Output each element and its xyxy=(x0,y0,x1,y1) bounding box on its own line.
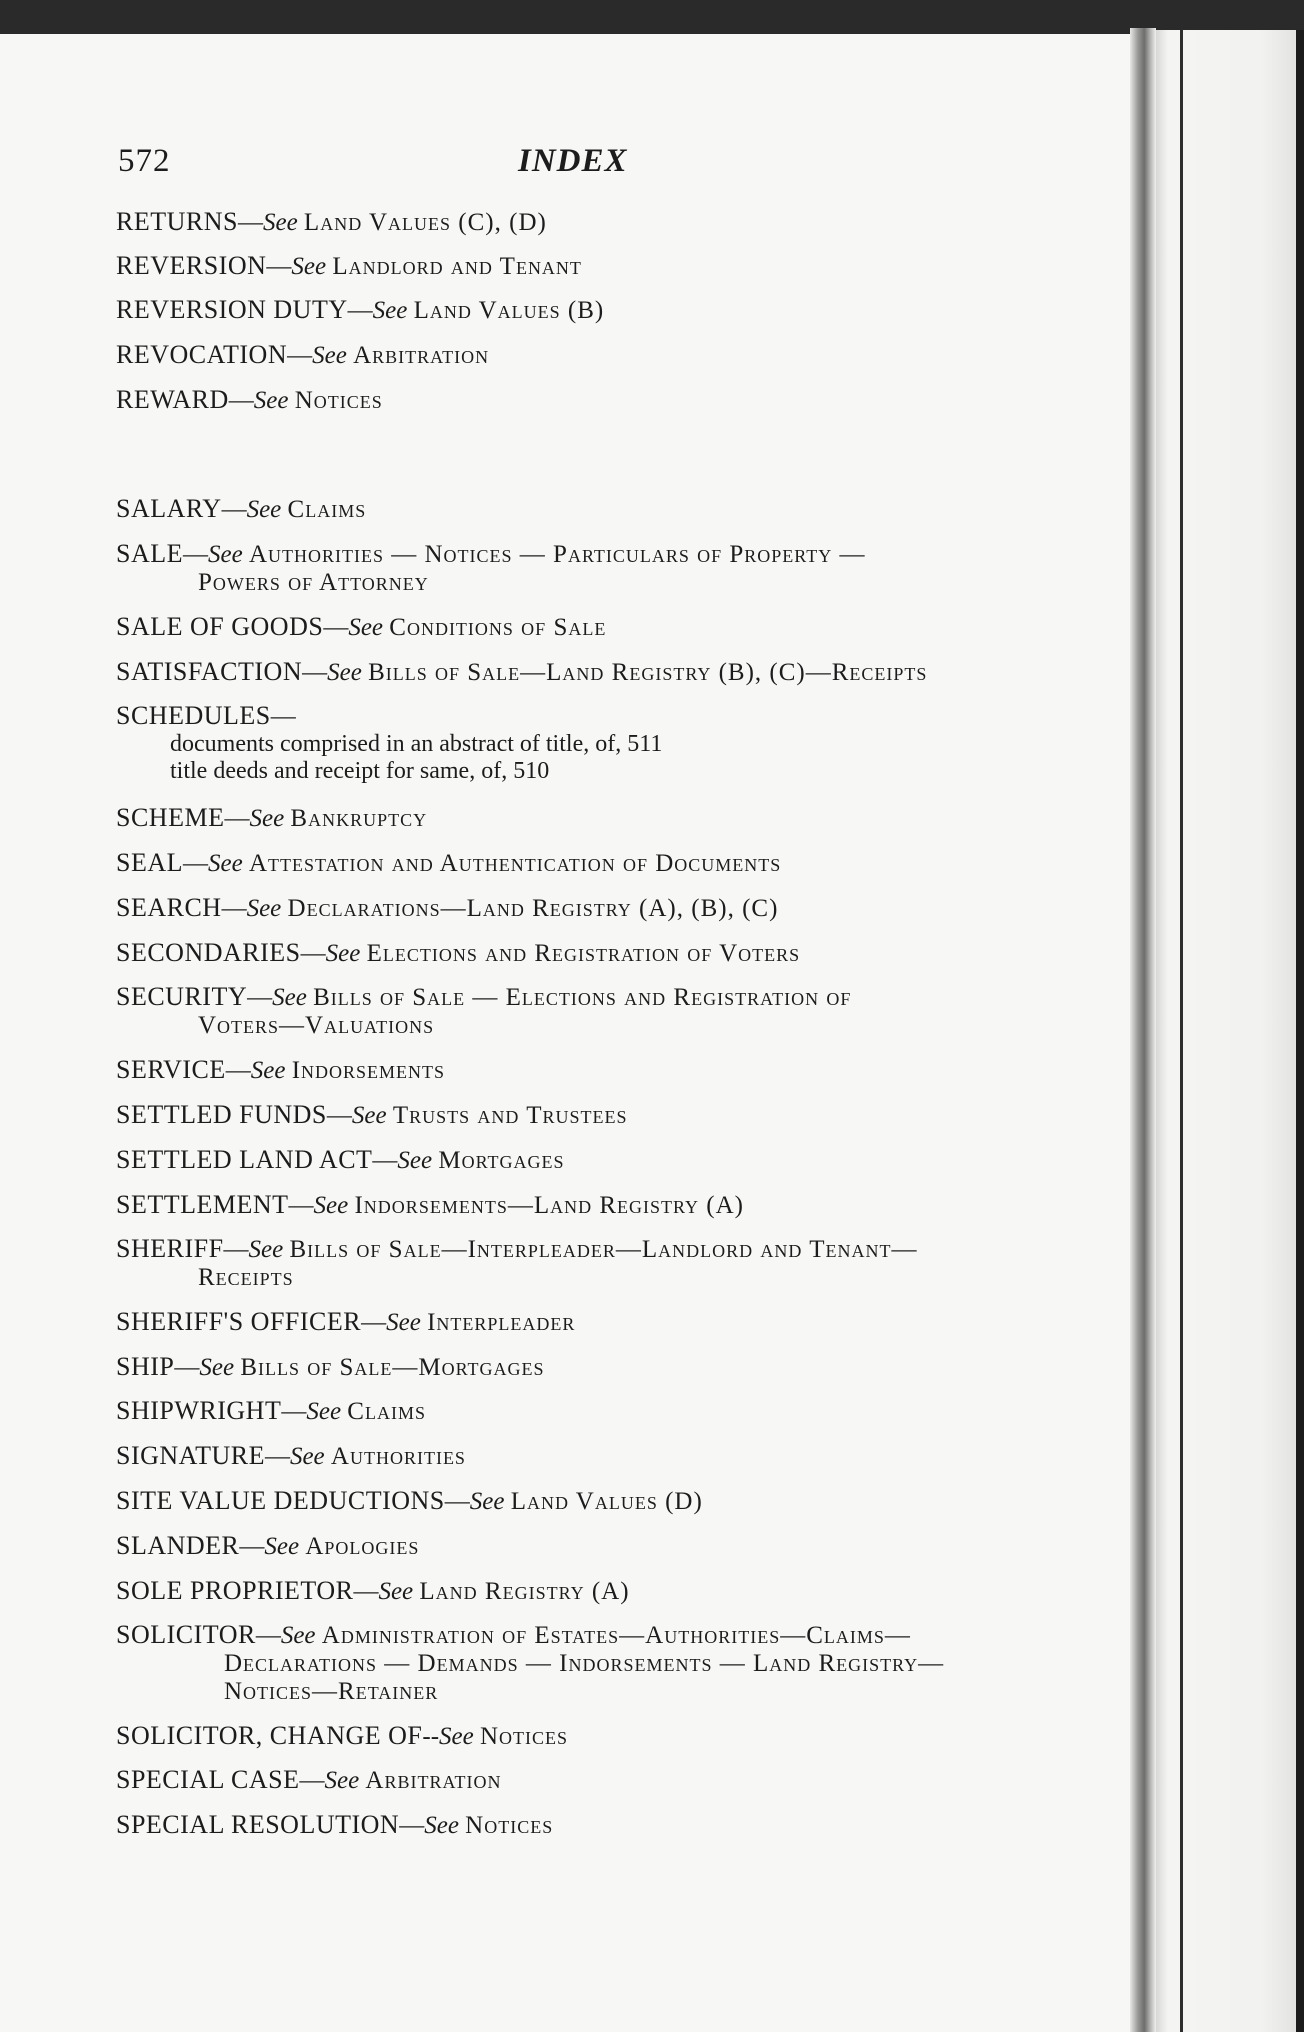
index-entry xyxy=(116,1101,1040,1130)
entry-separator: — xyxy=(302,659,328,686)
entry-headword: SALARY xyxy=(116,494,222,523)
entry-separator: — xyxy=(183,541,208,568)
entry-see: See xyxy=(208,541,243,568)
entry-headword: SHIP xyxy=(116,1352,175,1381)
index-entry xyxy=(116,208,1040,237)
facing-page-edge xyxy=(1156,30,1304,2032)
entry-refs: Conditions of Sale xyxy=(389,614,607,641)
entry-separator: — xyxy=(299,1767,325,1794)
entry-separator: — xyxy=(237,209,263,236)
entry-subitem: documents comprised in an abstract of title, of, 511 xyxy=(170,731,663,757)
entry-headword: SECONDARIES xyxy=(116,938,301,967)
entry-see: See xyxy=(248,1236,284,1263)
entry-headword: SECURITY xyxy=(116,982,248,1011)
entry-refs: Bills of Sale—Mortgages xyxy=(240,1354,545,1381)
index-entry xyxy=(116,983,1040,1040)
entry-refs: Authorities — Notices — Particulars of Property — xyxy=(248,541,866,568)
entry-separator: — xyxy=(399,1812,425,1839)
page-number: 572 xyxy=(118,143,171,179)
entry-headword: SALE OF GOODS xyxy=(116,612,324,641)
entry-headword: SHERIFF xyxy=(116,1234,224,1263)
index-entry xyxy=(116,495,1040,524)
entry-see: See xyxy=(312,342,347,369)
entry-separator: — xyxy=(326,1102,352,1129)
entry-subitem: title deeds and receipt for same, of, 510 xyxy=(170,758,550,784)
entry-refs: Notices xyxy=(465,1812,554,1839)
entry-headword: SATISFACTION xyxy=(116,657,303,686)
entry-separator: — xyxy=(270,703,296,730)
entry-see: See xyxy=(351,1102,387,1129)
entry-separator: — xyxy=(224,805,250,832)
entry-separator: — xyxy=(264,1443,290,1470)
entry-refs: Land Values (D) xyxy=(510,1488,703,1515)
entry-headword: SITE VALUE DEDUCTIONS xyxy=(116,1486,445,1515)
index-entry xyxy=(116,939,1040,968)
index-entry xyxy=(116,1487,1040,1516)
entry-refs-continued: Receipts xyxy=(198,1264,294,1291)
entry-see: See xyxy=(469,1488,505,1515)
index-entry xyxy=(116,296,1040,325)
entry-refs: Notices xyxy=(294,387,383,414)
entry-separator: — xyxy=(225,1057,251,1084)
entry-see: See xyxy=(313,1192,349,1219)
entry-separator: — xyxy=(221,496,247,523)
entry-see: See xyxy=(424,1812,459,1839)
entry-see: See xyxy=(249,805,285,832)
entry-headword: SPECIAL CASE xyxy=(116,1765,300,1794)
index-entry xyxy=(116,702,1040,785)
page-header xyxy=(118,143,1040,183)
scan-border xyxy=(1296,30,1304,2032)
entry-refs: Trusts and Trustees xyxy=(392,1102,628,1129)
entry-refs-continued: Notices—Retainer xyxy=(224,1678,439,1705)
entry-see: See xyxy=(253,387,289,414)
entry-separator: — xyxy=(183,850,208,877)
entry-see: See xyxy=(208,850,243,877)
entry-headword: REWARD xyxy=(116,385,229,414)
entry-headword: SETTLED LAND ACT xyxy=(116,1145,373,1174)
entry-separator: — xyxy=(255,1622,281,1649)
index-entry xyxy=(116,1353,1040,1382)
index-entry xyxy=(116,1235,1040,1292)
entry-see: See xyxy=(272,984,307,1011)
index-entry xyxy=(116,1191,1040,1220)
entry-see: See xyxy=(324,1767,360,1794)
entry-headword: REVERSION DUTY xyxy=(116,295,348,324)
index-entry xyxy=(116,1577,1040,1606)
entry-see: See xyxy=(348,614,384,641)
entry-headword: SOLICITOR xyxy=(116,1620,256,1649)
entry-see: See xyxy=(327,659,362,686)
entry-separator: — xyxy=(221,895,247,922)
index-entry xyxy=(116,1308,1040,1337)
index-entry xyxy=(116,1397,1040,1426)
entry-separator: — xyxy=(266,253,292,280)
entry-separator: — xyxy=(347,297,373,324)
entry-headword: SHERIFF'S OFFICER xyxy=(116,1307,362,1336)
index-entry xyxy=(116,1811,1040,1840)
entry-see: See xyxy=(246,496,282,523)
entry-headword: SHIPWRIGHT xyxy=(116,1396,282,1425)
entry-see: See xyxy=(397,1147,433,1174)
entry-refs: Mortgages xyxy=(438,1147,565,1174)
index-entry xyxy=(116,1722,1040,1751)
entry-see: See xyxy=(325,940,361,967)
entry-refs: Landlord and Tenant xyxy=(332,253,582,280)
index-entry xyxy=(116,849,1040,878)
entry-separator: — xyxy=(353,1578,379,1605)
entry-headword: SEAL xyxy=(116,848,183,877)
entry-refs: Bills of Sale — Elections and Registration of xyxy=(313,984,852,1011)
entry-refs: Arbitration xyxy=(353,342,490,369)
entry-headword: SCHEDULES xyxy=(116,701,271,730)
entry-separator: — xyxy=(288,1192,314,1219)
entry-refs: Interpleader xyxy=(427,1309,576,1336)
entry-headword: SLANDER xyxy=(116,1531,240,1560)
entry-headword: SPECIAL RESOLUTION xyxy=(116,1810,400,1839)
entry-see: See xyxy=(262,209,298,236)
entry-see: See xyxy=(246,895,282,922)
entry-headword: SERVICE xyxy=(116,1055,226,1084)
entry-separator: — xyxy=(372,1147,398,1174)
entry-separator: — xyxy=(223,1236,249,1263)
entry-refs: Administration of Estates—Authorities—Claims— xyxy=(321,1622,911,1649)
entry-refs: Bankruptcy xyxy=(290,805,428,832)
entry-headword: REVOCATION xyxy=(116,340,288,369)
entry-see: See xyxy=(199,1354,235,1381)
index-entry xyxy=(116,894,1040,923)
entry-separator: — xyxy=(247,984,273,1011)
entry-refs: Attestation and Authentication of Documents xyxy=(248,850,782,877)
entry-refs: Indorsements xyxy=(291,1057,446,1084)
entry-see: See xyxy=(291,253,327,280)
index-entry xyxy=(116,1056,1040,1085)
entry-headword: RETURNS xyxy=(116,207,238,236)
entry-separator: — xyxy=(323,614,349,641)
entry-separator: — xyxy=(228,387,254,414)
entry-refs: Land Values (B) xyxy=(413,297,605,324)
entry-headword: SALE xyxy=(116,539,183,568)
index-entry xyxy=(116,386,1040,415)
entry-refs: Notices xyxy=(479,1723,569,1750)
entry-separator: — xyxy=(300,940,326,967)
entry-separator: — xyxy=(361,1309,387,1336)
entry-refs-continued: Declarations — Demands — Indorsements — Land Registry— xyxy=(224,1650,945,1677)
entry-headword: SETTLEMENT xyxy=(116,1190,289,1219)
entry-separator: — xyxy=(287,342,313,369)
index-entry xyxy=(116,1766,1040,1795)
entry-separator: — xyxy=(239,1533,265,1560)
entry-see: See xyxy=(280,1622,316,1649)
entry-refs: Bills of Sale—Land Registry (B), (C)—Receipts xyxy=(368,659,928,686)
entry-see: See xyxy=(372,297,408,324)
entry-refs: Claims xyxy=(287,496,367,523)
index-entry xyxy=(116,341,1040,370)
entry-separator: — xyxy=(444,1488,470,1515)
entry-separator: — xyxy=(174,1354,200,1381)
entry-refs-continued: Powers of Attorney xyxy=(198,569,429,596)
entry-headword: SOLE PROPRIETOR xyxy=(116,1576,354,1605)
book-gutter xyxy=(1130,28,1156,2032)
entry-refs: Apologies xyxy=(305,1533,420,1560)
entry-refs: Declarations—Land Registry (A), (B), (C) xyxy=(287,895,779,922)
entry-see: See xyxy=(289,1443,325,1470)
entry-headword: SIGNATURE xyxy=(116,1441,265,1470)
entry-headword: SETTLED FUNDS xyxy=(116,1100,327,1129)
entry-refs: Arbitration xyxy=(365,1767,502,1794)
index-entry xyxy=(116,540,1040,597)
entry-refs: Elections and Registration of Voters xyxy=(366,940,801,967)
entry-refs: Land Registry (A) xyxy=(419,1578,630,1605)
entry-see: See xyxy=(386,1309,421,1336)
entry-refs: Bills of Sale—Interpleader—Landlord and Tenant— xyxy=(289,1236,918,1263)
entry-see: See xyxy=(264,1533,300,1560)
index-entry xyxy=(116,658,1040,687)
entry-refs: Claims xyxy=(347,1398,426,1425)
entry-see: See xyxy=(250,1057,286,1084)
entry-refs-continued: Voters—Valuations xyxy=(198,1012,435,1039)
entry-headword: SEARCH xyxy=(116,893,222,922)
index-entry xyxy=(116,1621,1040,1706)
entry-see: See xyxy=(306,1398,342,1425)
index-entry xyxy=(116,1532,1040,1561)
index-entry xyxy=(116,613,1040,642)
index-entry xyxy=(116,804,1040,833)
entry-headword: SOLICITOR, CHANGE OF xyxy=(116,1721,423,1750)
entry-refs: Land Values (C), (D) xyxy=(303,209,547,236)
entry-headword: SCHEME xyxy=(116,803,225,832)
entry-headword: REVERSION xyxy=(116,251,267,280)
page-title: INDEX xyxy=(518,143,628,179)
entry-see: See xyxy=(439,1723,474,1750)
entry-see: See xyxy=(378,1578,414,1605)
entry-refs: Indorsements—Land Registry (A) xyxy=(354,1192,744,1219)
index-entry xyxy=(116,252,1040,281)
entry-separator: -- xyxy=(422,1723,440,1750)
entry-refs: Authorities xyxy=(330,1443,466,1470)
facing-page-fold-line xyxy=(1180,30,1183,2032)
index-entry xyxy=(116,1442,1040,1471)
entry-separator: — xyxy=(281,1398,307,1425)
index-entry xyxy=(116,1146,1040,1175)
